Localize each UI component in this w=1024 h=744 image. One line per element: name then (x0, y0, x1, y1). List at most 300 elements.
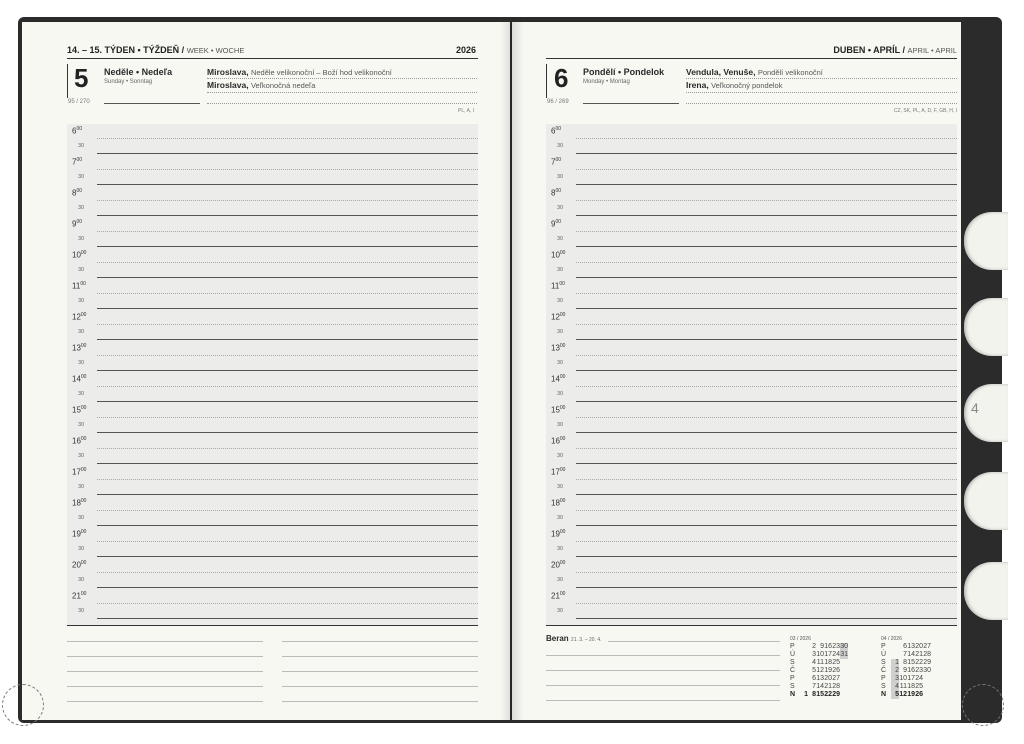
note-line[interactable] (282, 671, 478, 672)
hour-divider (97, 448, 478, 449)
note-line[interactable] (282, 686, 478, 687)
hour-divider (97, 587, 478, 588)
name-divider (207, 78, 477, 79)
hour-divider (576, 463, 957, 464)
hour-minutes: 00 (76, 157, 83, 163)
half-hour-label: 30 (78, 143, 85, 149)
half-hour-label: 30 (78, 422, 85, 428)
hour-divider (576, 262, 957, 263)
mini-cal-row (881, 683, 931, 691)
hour-divider (576, 231, 957, 232)
mini-cal-date: 27 (923, 643, 931, 650)
right-holiday-countries: CZ, SK, PL, A, D, F, GB, H, I (893, 108, 957, 114)
day-underline (104, 103, 200, 104)
mini-cal-row (790, 643, 848, 651)
mini-cal-date: 20 (915, 643, 923, 650)
half-hour-label: 30 (557, 298, 564, 304)
mini-cal-date: 18 (907, 683, 915, 690)
mini-cal-date: 27 (832, 675, 840, 682)
right-day-sub: Monday • Montag (583, 79, 630, 85)
hour-divider (97, 277, 478, 278)
mini-cal-date: 12 (899, 691, 907, 698)
mini-cal-date: 2 (812, 643, 816, 650)
mini-cal-date: 26 (832, 667, 840, 674)
hour-label: $14^{00}$ (72, 374, 87, 384)
mini-cal-date: 18 (824, 659, 832, 666)
nameday-sk-name: Miroslava, (207, 80, 249, 90)
half-hour-label: 30 (78, 174, 85, 180)
right-day-number: 6 (554, 63, 569, 93)
mini-cal-date: 3 (812, 651, 816, 658)
mini-cal-weekday: P (790, 643, 795, 650)
hour-minutes: 00 (559, 343, 566, 349)
mini-cal-date: 15 (816, 691, 824, 698)
mini-cal-date: 1 (804, 691, 808, 698)
name-divider (686, 103, 957, 104)
mini-cal-row (790, 667, 848, 675)
hour-label: $9^{00}$ (72, 219, 83, 229)
mini-cal-date: 23 (832, 643, 840, 650)
hour-divider (97, 494, 478, 495)
mini-cal-date: 11 (816, 659, 824, 666)
mini-cal-weekday: N (790, 691, 796, 698)
name-divider (207, 92, 477, 93)
schedule-bottom-rule (546, 625, 957, 626)
half-hour-label: 30 (557, 546, 564, 552)
day-underline (583, 103, 679, 104)
half-hour-label: 30 (557, 515, 564, 521)
hour-minutes: 00 (80, 436, 87, 442)
half-hour-label: 30 (557, 329, 564, 335)
mini-cal-date: 8 (903, 659, 907, 666)
right-day-name: Pondělí • Pondelok (583, 67, 665, 77)
mini-cal-date: 11 (899, 683, 907, 690)
hour-minutes: 00 (80, 467, 87, 473)
half-hour-label: 30 (557, 205, 564, 211)
hour-label: $14^{00}$ (551, 374, 566, 384)
mini-cal-date: 14 (816, 683, 824, 690)
hour-label: $12^{00}$ (72, 312, 87, 322)
right-nameday-cz (686, 67, 823, 77)
mini-cal-date: 10 (899, 675, 907, 682)
hour-minutes: 00 (555, 219, 562, 225)
hour-divider (576, 432, 957, 433)
hour-minutes: 00 (555, 126, 562, 132)
day-marker (67, 64, 68, 98)
week-range: 14. – 15. TÝDEN • TÝŽDEŇ / (67, 45, 185, 55)
mini-cal-date: 12 (816, 667, 824, 674)
hour-divider (97, 324, 478, 325)
mini-cal-date: 14 (907, 651, 915, 658)
hour-minutes: 00 (80, 560, 87, 566)
mini-cal-date: 4 (812, 659, 816, 666)
mini-cal-date: 21 (915, 651, 923, 658)
hour-divider (576, 277, 957, 278)
half-hour-label: 30 (557, 422, 564, 428)
hour-divider (576, 308, 957, 309)
mini-cal-date: 22 (824, 691, 832, 698)
mini-cal-weekday: Č (790, 667, 796, 674)
hour-label: $17^{00}$ (72, 467, 87, 477)
half-hour-label: 30 (78, 577, 85, 583)
schedule-bottom-rule (67, 625, 478, 626)
hour-minutes: 00 (555, 157, 562, 163)
hour-label: $19^{00}$ (72, 529, 87, 539)
hour-label: $12^{00}$ (551, 312, 566, 322)
hour-divider (97, 153, 478, 154)
hour-label: $10^{00}$ (72, 250, 87, 260)
left-day-name: Neděle • Nedeľa (104, 67, 173, 77)
hour-label: $10^{00}$ (551, 250, 566, 260)
header-rule (546, 58, 957, 59)
mini-cal-april-label: 04 / 2026 (881, 636, 902, 642)
mini-cal-date: 9 (903, 667, 907, 674)
hour-divider (97, 308, 478, 309)
hour-minutes: 00 (76, 188, 83, 194)
hour-divider (576, 448, 957, 449)
hour-divider (97, 262, 478, 263)
hour-label: $11^{00}$ (72, 281, 86, 291)
mini-cal-row (790, 683, 848, 691)
hour-divider (576, 603, 957, 604)
hour-divider (576, 417, 957, 418)
hour-label: $8^{00}$ (551, 188, 562, 198)
hour-divider (97, 417, 478, 418)
nameday-cz-holiday: Pondělí velikonoční (757, 68, 823, 77)
hour-divider (97, 370, 478, 371)
hour-minutes: 00 (559, 560, 566, 566)
hour-minutes: 00 (80, 343, 87, 349)
hour-divider (97, 215, 478, 216)
corner-perforation (2, 684, 44, 726)
header-rule (67, 58, 478, 59)
half-hour-label: 30 (78, 298, 85, 304)
mini-cal-date: 13 (816, 675, 824, 682)
note-line[interactable] (546, 655, 780, 656)
hour-divider (97, 432, 478, 433)
hour-label: $13^{00}$ (551, 343, 566, 353)
hour-minutes: 00 (76, 219, 83, 225)
zodiac-dates: 21. 3. – 20. 4. (570, 637, 602, 643)
hour-divider (97, 339, 478, 340)
hour-label: $21^{00}$ (72, 591, 87, 601)
hour-label: $8^{00}$ (72, 188, 83, 198)
mini-cal-date: 29 (832, 691, 840, 698)
year-label: 2026 (456, 45, 477, 55)
hour-divider (576, 200, 957, 201)
mini-cal-date: 24 (832, 651, 840, 658)
mini-cal-date: 3 (891, 675, 899, 683)
hour-minutes: 00 (559, 498, 566, 504)
hour-label: $19^{00}$ (551, 529, 566, 539)
mini-cal-row (881, 675, 931, 683)
hour-divider (576, 339, 957, 340)
hour-divider (97, 556, 478, 557)
hour-divider (576, 246, 957, 247)
mini-cal-date: 26 (915, 691, 923, 698)
mini-cal-date: 16 (824, 643, 832, 650)
mini-cal-date: 21 (824, 683, 832, 690)
hour-minutes: 00 (555, 188, 562, 194)
note-line[interactable] (67, 656, 263, 657)
hour-minutes: 00 (80, 374, 87, 380)
hour-divider (576, 556, 957, 557)
mini-cal-date: 17 (907, 675, 915, 682)
note-line[interactable] (282, 656, 478, 657)
hour-label: $15^{00}$ (72, 405, 87, 415)
name-divider (207, 103, 477, 104)
mini-cal-date: 15 (907, 659, 915, 666)
mini-cal-weekday: S (881, 683, 886, 690)
mini-cal-march-label: 03 / 2026 (790, 636, 811, 642)
mini-cal-row (881, 659, 931, 667)
mini-cal-date: 2 (891, 667, 899, 675)
note-line[interactable] (67, 701, 263, 702)
hour-minutes: 00 (80, 250, 87, 256)
hour-minutes: 00 (80, 312, 87, 318)
nameday-sk-holiday: Veľkonočná nedeľa (250, 81, 316, 90)
hour-minutes: 00 (559, 312, 566, 318)
hour-divider (97, 401, 478, 402)
hour-divider (576, 370, 957, 371)
half-hour-label: 30 (557, 484, 564, 490)
note-line[interactable] (67, 671, 263, 672)
mini-cal-row (790, 659, 848, 667)
mini-cal-date: 31 (840, 651, 848, 658)
mini-cal-date: 29 (923, 659, 931, 666)
note-line[interactable] (546, 670, 780, 671)
hour-divider (576, 138, 957, 139)
week-sub: WEEK • WOCHE (186, 46, 245, 55)
day-marker (546, 64, 547, 98)
month-tab-number: 4 (971, 400, 979, 416)
mini-cal-date: 16 (907, 667, 915, 674)
half-hour-label: 30 (78, 453, 85, 459)
nameday-sk-name: Irena, (686, 80, 709, 90)
mini-cal-date: 19 (824, 667, 832, 674)
hour-divider (576, 293, 957, 294)
hour-divider (576, 169, 957, 170)
hour-divider (97, 169, 478, 170)
half-hour-label: 30 (557, 608, 564, 614)
hour-label: $16^{00}$ (551, 436, 566, 446)
hour-minutes: 00 (559, 250, 566, 256)
mini-cal-row (790, 651, 848, 659)
mini-cal-row (881, 691, 931, 699)
hour-divider (97, 355, 478, 356)
half-hour-label: 30 (78, 608, 85, 614)
hour-divider (97, 525, 478, 526)
mini-cal-date: 22 (915, 659, 923, 666)
mini-cal-weekday: N (881, 691, 887, 698)
hour-divider (576, 510, 957, 511)
half-hour-label: 30 (78, 267, 85, 273)
hour-label: $21^{00}$ (551, 591, 566, 601)
hour-divider (97, 184, 478, 185)
hour-divider (576, 355, 957, 356)
hour-divider (97, 463, 478, 464)
half-hour-label: 30 (78, 484, 85, 490)
page-gutter (500, 22, 524, 720)
hour-divider (576, 401, 957, 402)
hour-minutes: 00 (80, 405, 87, 411)
half-hour-label: 30 (78, 546, 85, 552)
month-name: DUBEN • APRÍL / (833, 45, 906, 55)
mini-cal-march (790, 643, 848, 699)
mini-cal-date: 5 (812, 667, 816, 674)
hour-minutes: 00 (559, 374, 566, 380)
mini-cal-weekday: S (881, 659, 886, 666)
half-hour-label: 30 (557, 391, 564, 397)
hour-divider (97, 138, 478, 139)
hour-divider (576, 479, 957, 480)
mini-cal-date: 17 (824, 651, 832, 658)
half-hour-label: 30 (557, 236, 564, 242)
mini-cal-row (790, 675, 848, 683)
half-hour-label: 30 (78, 329, 85, 335)
hour-minutes: 00 (80, 281, 86, 287)
hour-minutes: 00 (559, 529, 566, 535)
hour-divider (97, 618, 478, 619)
hour-label: $7^{00}$ (551, 157, 562, 167)
month-sub: APRIL • APRIL (907, 46, 957, 55)
mini-cal-row (881, 667, 931, 675)
month-header (833, 45, 957, 55)
mini-cal-weekday: P (790, 675, 795, 682)
hour-divider (97, 246, 478, 247)
hour-divider (576, 618, 957, 619)
hour-minutes: 00 (80, 498, 87, 504)
half-hour-label: 30 (78, 236, 85, 242)
hour-divider (576, 494, 957, 495)
right-nameday-sk (686, 80, 782, 90)
hour-label: $18^{00}$ (72, 498, 87, 508)
mini-cal-weekday: Č (881, 667, 887, 674)
hour-label: $15^{00}$ (551, 405, 566, 415)
hour-divider (97, 231, 478, 232)
half-hour-label: 30 (557, 360, 564, 366)
nameday-cz-holiday: Neděle velikonoční – Boží hod velikonoční (250, 68, 392, 77)
nameday-sk-holiday: Veľkonočný pondelok (711, 81, 783, 90)
hour-divider (97, 510, 478, 511)
mini-cal-date: 5 (891, 691, 899, 699)
hour-divider (576, 386, 957, 387)
hour-minutes: 00 (80, 591, 87, 597)
mini-cal-weekday: S (790, 659, 795, 666)
zodiac (546, 634, 602, 643)
right-day-of-year: 96 / 269 (547, 99, 569, 105)
mini-cal-date: 30 (923, 667, 931, 674)
hour-label: $7^{00}$ (72, 157, 83, 167)
hour-minutes: 00 (559, 281, 565, 287)
hour-divider (97, 479, 478, 480)
hour-divider (97, 386, 478, 387)
note-line[interactable] (546, 685, 780, 686)
mini-cal-weekday: S (790, 683, 795, 690)
half-hour-label: 30 (557, 577, 564, 583)
mini-cal-date: 6 (903, 643, 907, 650)
mini-cal-weekday: P (881, 643, 886, 650)
hour-label: $11^{00}$ (551, 281, 565, 291)
hour-label: $16^{00}$ (72, 436, 87, 446)
half-hour-label: 30 (78, 360, 85, 366)
left-day-number: 5 (74, 63, 89, 93)
corner-perforation (962, 684, 1004, 726)
mini-cal-date: 8 (812, 691, 816, 698)
hour-divider (576, 324, 957, 325)
note-line[interactable] (67, 686, 263, 687)
mini-cal-date: 6 (812, 675, 816, 682)
note-line[interactable] (282, 641, 478, 642)
left-nameday-cz (207, 67, 392, 77)
half-hour-label: 30 (78, 391, 85, 397)
week-header (67, 45, 244, 55)
hour-divider (576, 587, 957, 588)
hour-divider (97, 572, 478, 573)
note-line[interactable] (546, 700, 780, 701)
hour-divider (576, 184, 957, 185)
mini-cal-weekday: P (881, 675, 886, 682)
hour-divider (97, 293, 478, 294)
mini-cal-date: 9 (820, 643, 824, 650)
note-line[interactable] (608, 641, 780, 642)
nameday-cz-name: Vendula, Venuše, (686, 67, 756, 77)
left-day-sub: Sunday • Sonntag (104, 79, 153, 85)
hour-minutes: 00 (559, 436, 566, 442)
hour-divider (97, 603, 478, 604)
mini-cal-date: 4 (891, 683, 899, 691)
name-divider (686, 78, 957, 79)
mini-cal-date: 28 (832, 683, 840, 690)
note-line[interactable] (67, 641, 263, 642)
mini-cal-weekday: Ú (881, 651, 887, 658)
left-holiday-countries: PL, A, I (458, 108, 475, 114)
mini-cal-date: 7 (903, 651, 907, 658)
half-hour-label: 30 (557, 267, 564, 273)
hour-label: $6^{00}$ (72, 126, 83, 136)
hour-label: $20^{00}$ (551, 560, 566, 570)
hour-label: $6^{00}$ (551, 126, 562, 136)
left-nameday-sk (207, 80, 315, 90)
mini-cal-date: 19 (907, 691, 915, 698)
hour-label: $17^{00}$ (551, 467, 566, 477)
mini-cal-weekday: Ú (790, 651, 796, 658)
hour-minutes: 00 (80, 529, 87, 535)
half-hour-label: 30 (78, 205, 85, 211)
note-line[interactable] (282, 701, 478, 702)
name-divider (686, 92, 957, 93)
hour-divider (576, 525, 957, 526)
hour-divider (576, 572, 957, 573)
mini-cal-row (881, 643, 931, 651)
mini-cal-row (881, 651, 931, 659)
mini-cal-date: 30 (840, 643, 848, 650)
mini-cal-date: 23 (915, 667, 923, 674)
hour-minutes: 00 (76, 126, 83, 132)
hour-minutes: 00 (559, 467, 566, 473)
mini-cal-date: 24 (915, 675, 923, 682)
mini-cal-date: 13 (907, 643, 915, 650)
hour-label: $9^{00}$ (551, 219, 562, 229)
mini-cal-date: 20 (824, 675, 832, 682)
half-hour-label: 30 (557, 453, 564, 459)
hour-minutes: 00 (559, 405, 566, 411)
mini-cal-date: 1 (891, 659, 899, 667)
hour-label: $13^{00}$ (72, 343, 87, 353)
zodiac-name: Beran (546, 634, 569, 643)
nameday-cz-name: Miroslava, (207, 67, 249, 77)
mini-cal-april (881, 643, 931, 699)
